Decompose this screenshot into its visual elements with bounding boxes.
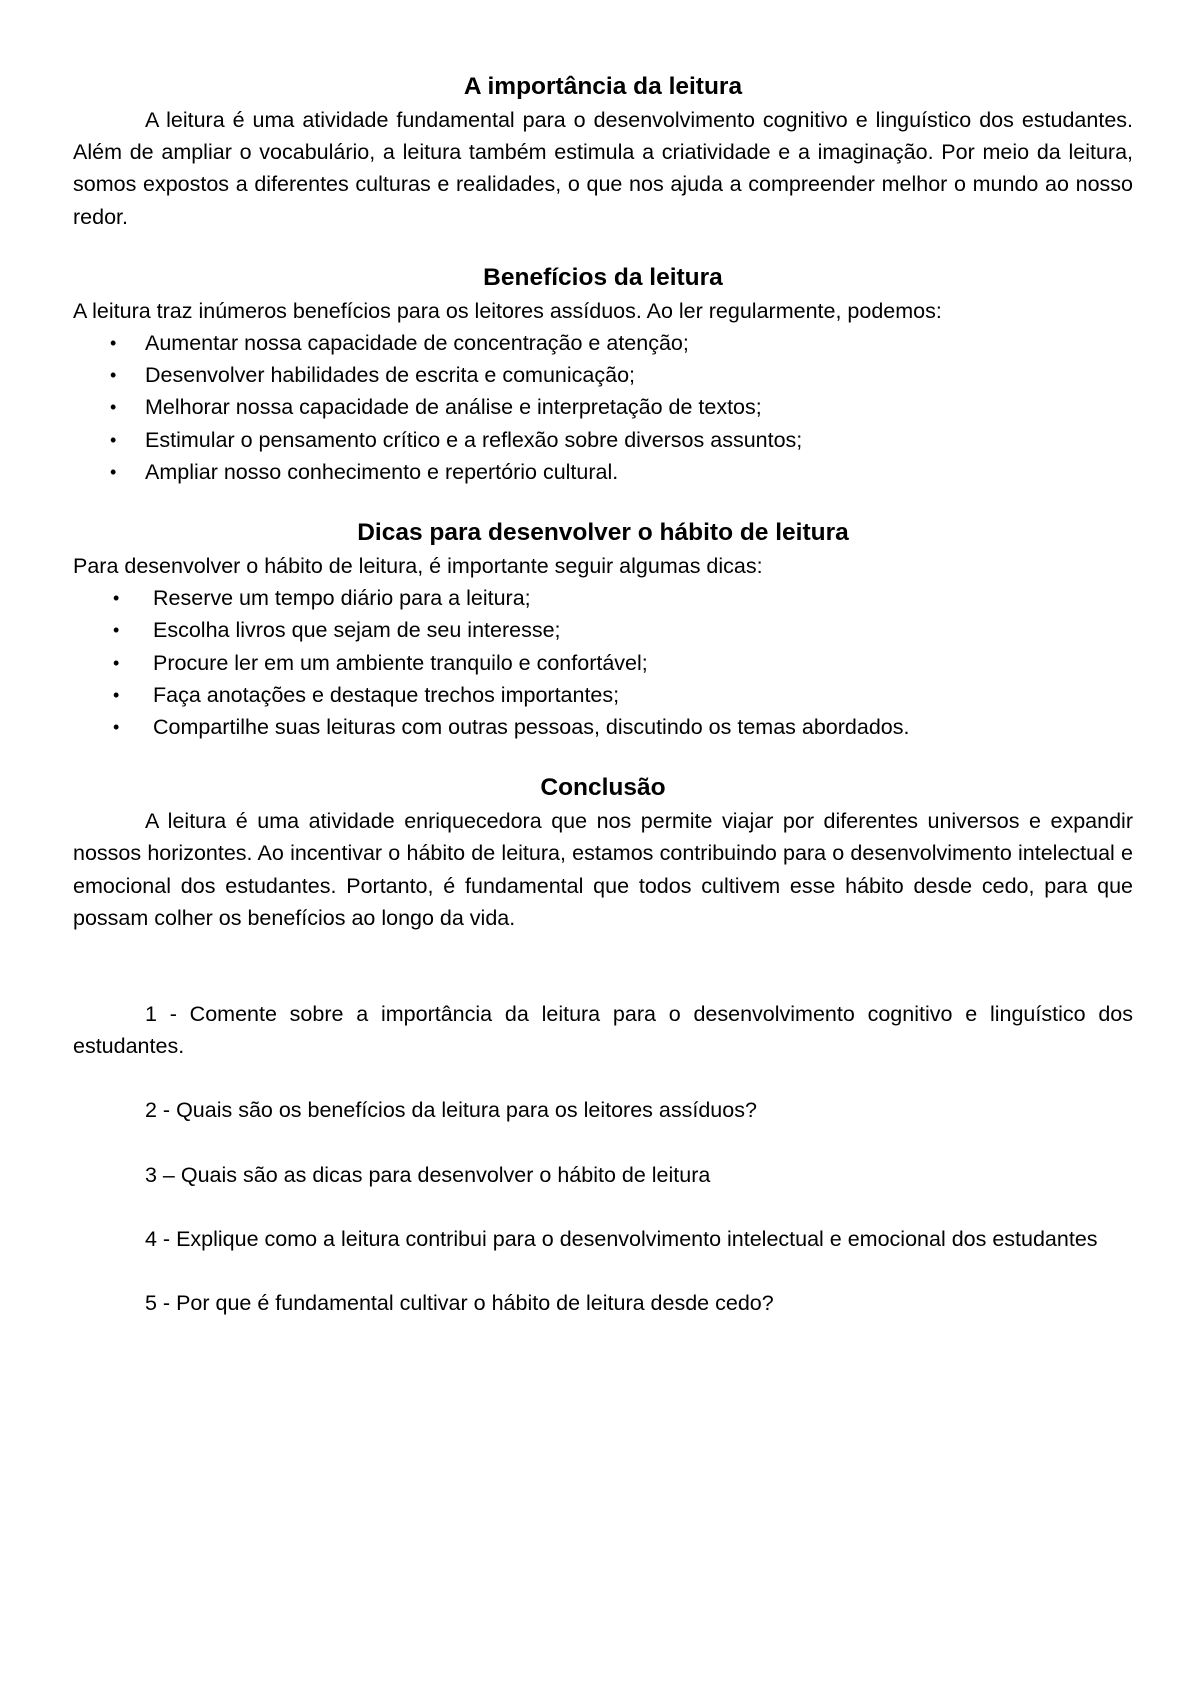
list-item-text: Faça anotações e destaque trechos importantes; [153,682,620,707]
list-item [73,582,1133,614]
dicas-list [73,582,1133,743]
list-item-text: Escolha livros que sejam de seu interesse; [153,618,561,643]
list-item-text: Compartilhe suas leituras com outras pessoas, discutindo os temas abordados. [153,715,910,740]
bullet-icon: • [113,588,120,609]
list-item [73,679,1133,711]
list-item-text: Aumentar nossa capacidade de concentração e atenção; [145,331,689,356]
question-4: 4 - Explique como a leitura contribui para o desenvolvimento intelectual e emocional dos estudantes [145,1226,1098,1251]
question-5: 5 - Por que é fundamental cultivar o hábito de leitura desde cedo? [145,1291,774,1316]
list-item [73,424,1133,456]
beneficios-list [73,327,1133,488]
list-item [73,711,1133,743]
bullet-icon: • [113,620,120,641]
bullet-icon: • [110,397,117,418]
question-3: 3 – Quais são as dicas para desenvolver o hábito de leitura [145,1162,711,1187]
conclusao-heading: Conclusão [540,774,666,802]
list-item [73,391,1133,423]
intro-heading: A importância da leitura [463,73,743,100]
bullet-icon: • [113,652,120,673]
list-item [73,647,1133,679]
bullet-icon: • [113,717,120,738]
list-item-text: Reserve um tempo diário para a leitura; [153,586,531,611]
question-1: 1 - Comente sobre a importância da leitura para o desenvolvimento cognitivo e linguístico dos estudantes. [73,1002,1133,1059]
list-item [73,327,1133,359]
bullet-icon: • [110,429,117,450]
question-2: 2 - Quais são os benefícios da leitura para os leitores assíduos? [145,1098,757,1123]
list-item [73,614,1133,646]
list-item-text: Desenvolver habilidades de escrita e comunicação; [145,363,635,388]
dicas-heading: Dicas para desenvolver o hábito de leitura [357,519,849,547]
list-item [73,456,1133,488]
bullet-icon: • [110,461,117,482]
bullet-icon: • [110,333,117,354]
list-item-text: Ampliar nosso conhecimento e repertório cultural. [145,459,619,484]
list-item-text: Procure ler em um ambiente tranquilo e confortável; [153,650,648,675]
beneficios-lead: A leitura traz inúmeros benefícios para os leitores assíduos. Ao ler regularmente, podemos: [73,298,942,323]
dicas-lead: Para desenvolver o hábito de leitura, é importante seguir algumas dicas: [73,554,763,579]
beneficios-heading: Benefícios da leitura [483,263,723,291]
list-item [73,359,1133,391]
list-item-text: Melhorar nossa capacidade de análise e interpretação de textos; [145,395,762,420]
list-item-text: Estimular o pensamento crítico e a reflexão sobre diversos assuntos; [145,427,803,452]
document-page [73,70,1133,1319]
conclusao-paragraph: A leitura é uma atividade enriquecedora que nos permite viajar por diferentes universos e expandir nossos horizontes. Ao incentivar o hábito de leitura, estamos contribuindo para o desenvolvimento intelectual e emocional dos estudantes. Portanto, é fundamental que todos cultivem esse hábito desde cedo, para que possam colher os benefícios ao longo da vida. [73,809,1133,930]
intro-paragraph: A leitura é uma atividade fundamental para o desenvolvimento cognitivo e linguístico dos estudantes. Além de ampliar o vocabulário, a leitura também estimula a criatividade e a imaginação. Por meio da leitura, somos expostos a diferentes culturas e realidades, o que nos ajuda a compreender melhor o mundo ao nosso redor. [73,108,1133,229]
bullet-icon: • [110,365,117,386]
bullet-icon: • [113,684,120,705]
